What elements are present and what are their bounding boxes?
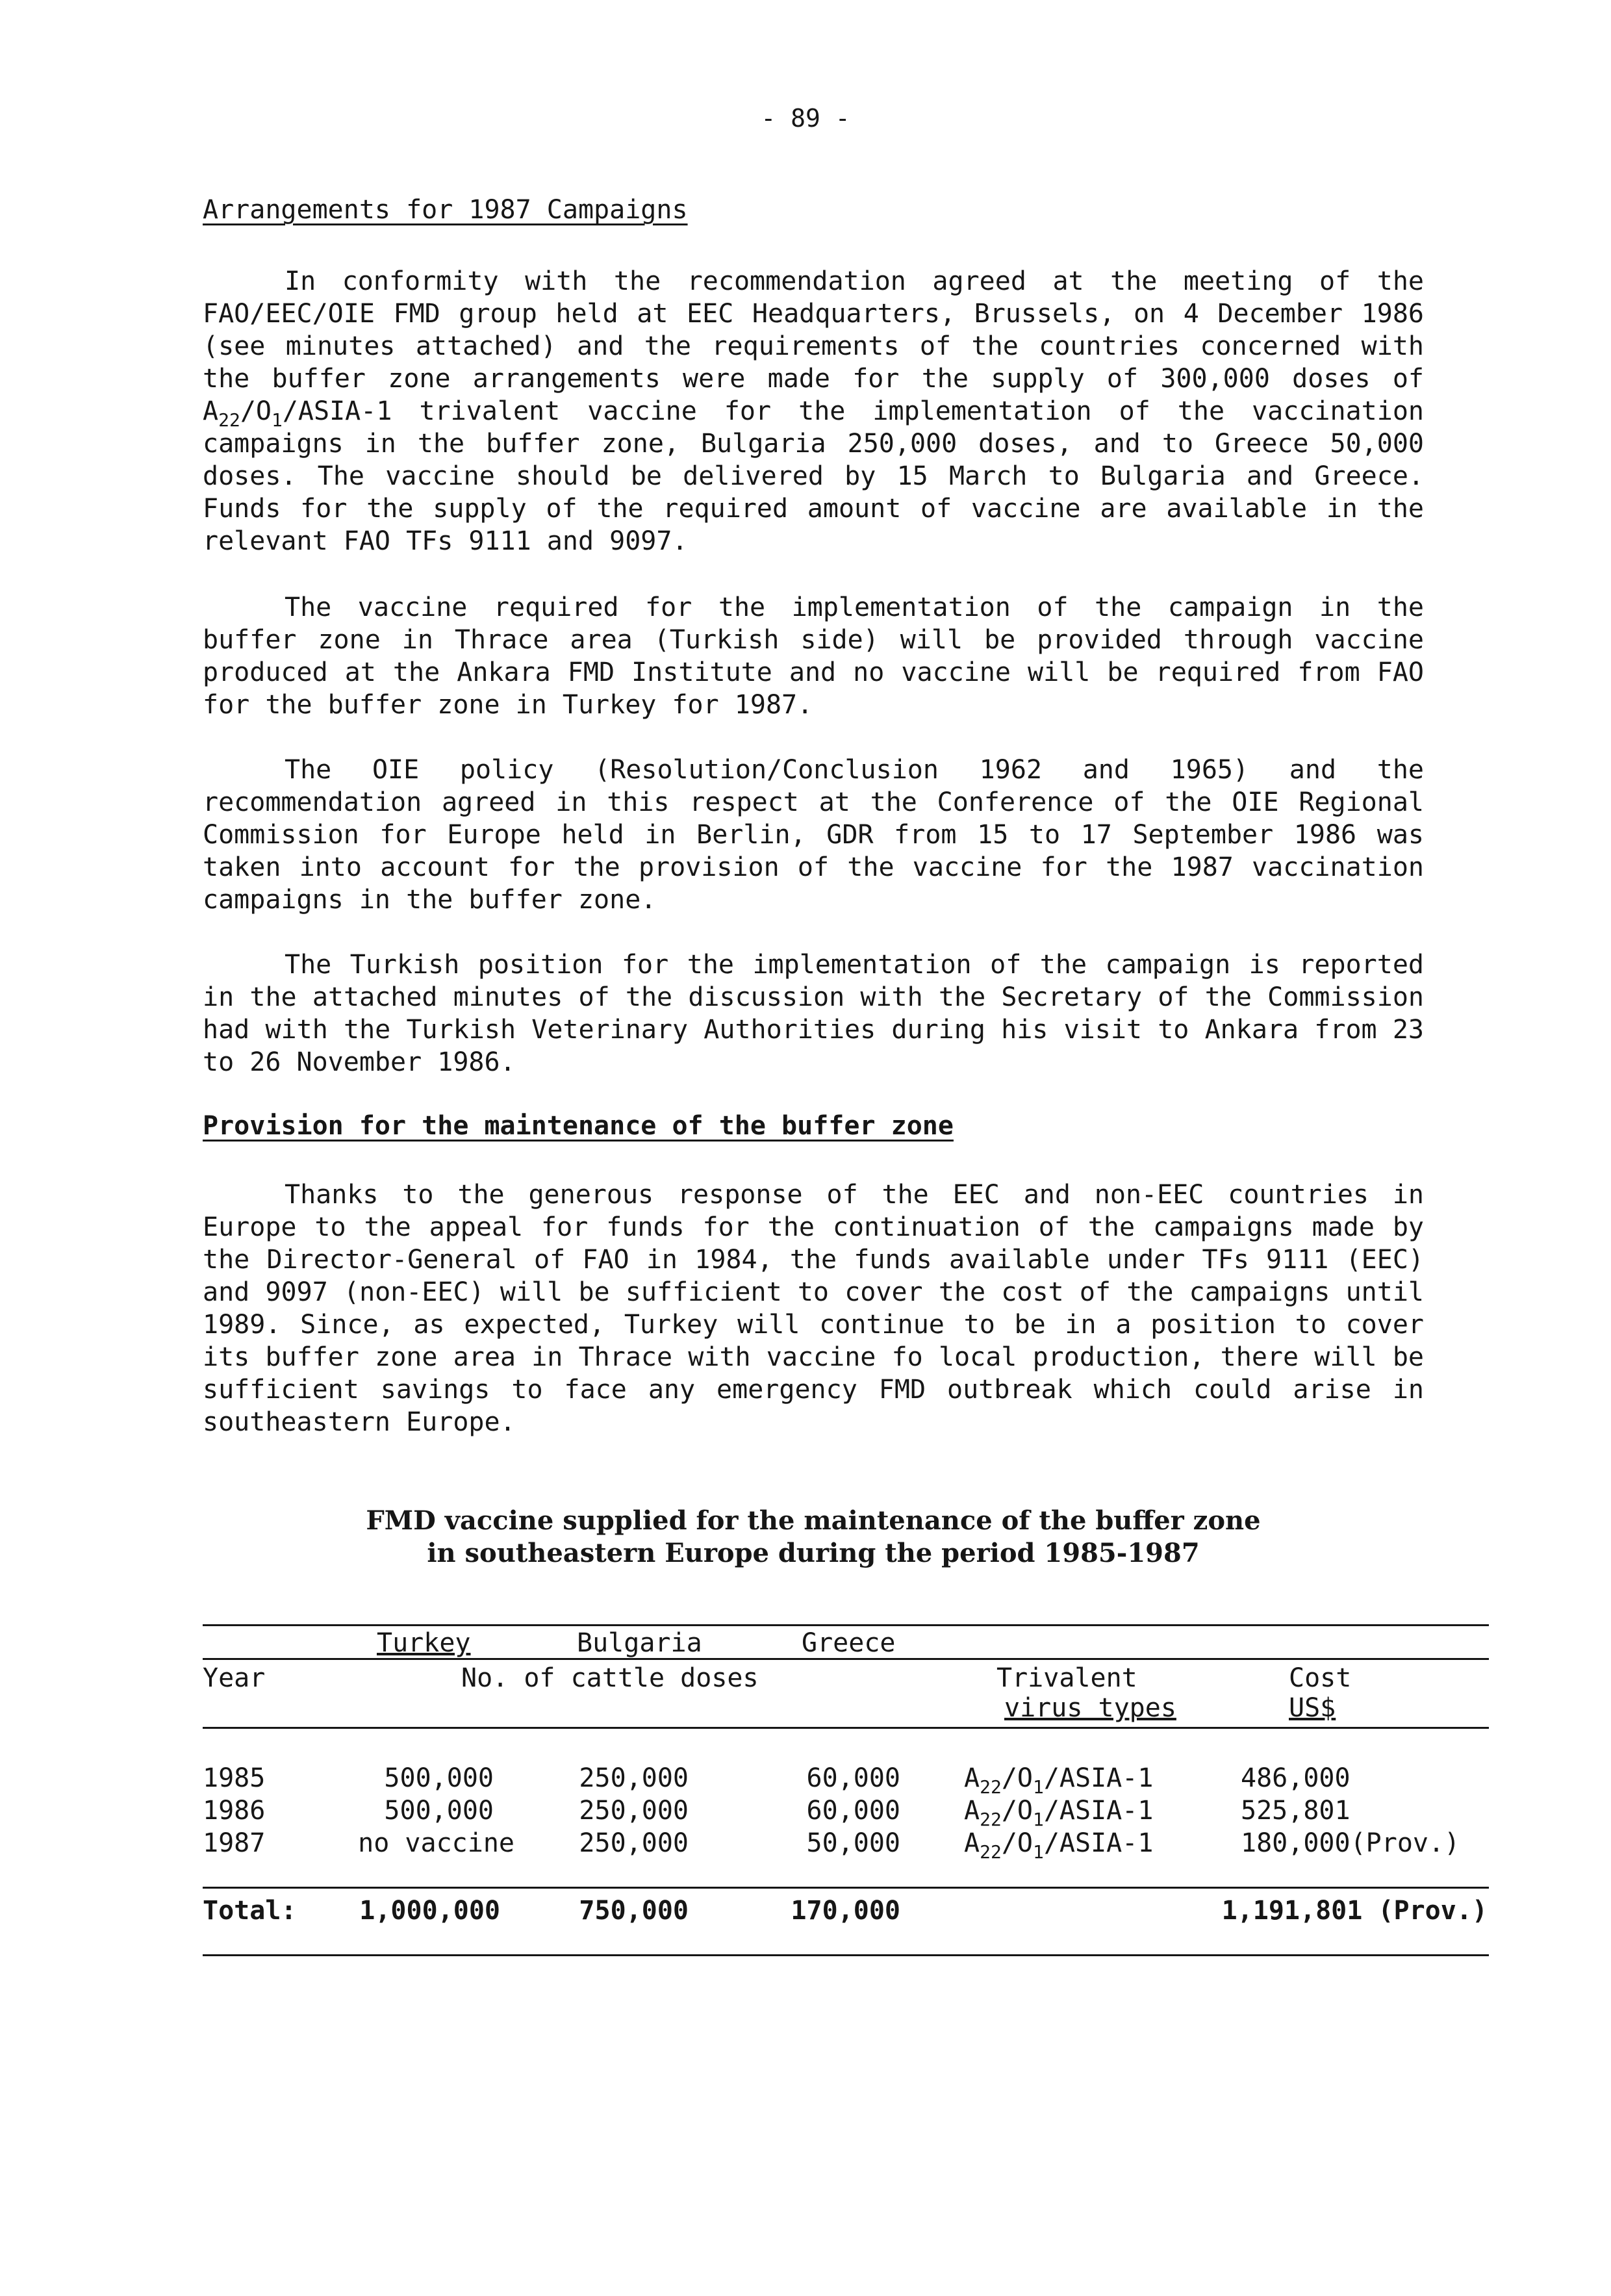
total-turkey: 1,000,000 xyxy=(359,1896,500,1926)
page-number: - 89 - xyxy=(761,104,850,133)
cell-year: 1985 xyxy=(203,1763,266,1793)
cell-bulgaria: 250,000 xyxy=(579,1796,689,1826)
table-total-rule xyxy=(203,1887,1489,1889)
column-header-trivalent: Trivalent xyxy=(996,1663,1137,1693)
column-header-greece: Greece xyxy=(802,1628,896,1658)
column-header-doses: No. of cattle doses xyxy=(461,1663,759,1693)
column-header-cost: Cost xyxy=(1289,1663,1352,1693)
cell-cost: 180,000(Prov.) xyxy=(1241,1828,1460,1858)
cell-year: 1986 xyxy=(203,1796,266,1826)
column-header-virus-types: virus types xyxy=(1004,1693,1176,1723)
section-heading-provision: Provision for the maintenance of the buffer zone xyxy=(203,1111,954,1141)
cell-cost: 486,000 xyxy=(1241,1763,1351,1793)
table-caption-line-2: in southeastern Europe during the period 1985-1987 xyxy=(427,1538,1200,1568)
paragraph-conformity: In conformity with the recommendation agreed at the meeting of the FAO/EEC/OIE FMD group held at EEC Headquarters, Brussels, on 4 December 1986 (see minutes attached) and the requirements of the countries concerned with the buffer zone arrangements were made for the supply of 300,000 doses of $A_{22}/O_1/ASIA-1$ trivalent vaccine for the implementation of the vaccination campaigns in the buffer zone, Bulgaria 250,000 doses, and to Greece 50,000 doses. The vaccine should be delivered by 15 March to Bulgaria and Greece. Funds for the supply of the required amount of vaccine are available in the relevant FAO TFs 9111 and 9097. xyxy=(203,266,1424,556)
cell-greece: 60,000 xyxy=(806,1796,900,1826)
total-label: Total: xyxy=(203,1896,297,1926)
cell-cost: 525,801 xyxy=(1241,1796,1351,1826)
cell-virus-types: $A_{22}/O_1/ASIA-1$ xyxy=(964,1828,1154,1863)
cell-virus-types: $A_{22}/O_1/ASIA-1$ xyxy=(964,1796,1154,1830)
paragraph-vaccine-required: The vaccine required for the implementation of the campaign in the buffer zone in Thrace area (Turkish side) will be provided through vaccine produced at the Ankara FMD Institute and no vaccine will be required from FAO for the buffer zone in Turkey for 1987. xyxy=(203,593,1424,720)
cell-turkey: 500,000 xyxy=(384,1763,494,1793)
table-top-rule xyxy=(203,1624,1489,1626)
paragraph-turkish-position: The Turkish position for the implementation of the campaign is reported in the attached minutes of the discussion with the Secretary of the Commission had with the Turkish Veterinary Authorities during his visit to Ankara from 23 to 26 November 1986. xyxy=(203,950,1424,1077)
table-bottom-rule xyxy=(203,1954,1489,1956)
column-header-bulgaria: Bulgaria xyxy=(577,1628,702,1658)
table-header-bottom-rule xyxy=(203,1727,1489,1729)
total-greece: 170,000 xyxy=(791,1896,900,1926)
cell-turkey: 500,000 xyxy=(384,1796,494,1826)
cell-year: 1987 xyxy=(203,1828,266,1858)
cell-turkey: no vaccine xyxy=(358,1828,514,1858)
column-header-currency: US$ xyxy=(1289,1693,1336,1723)
total-bulgaria: 750,000 xyxy=(579,1896,689,1926)
total-cost: 1,191,801 (Prov.) xyxy=(1221,1896,1488,1926)
cell-greece: 60,000 xyxy=(806,1763,900,1793)
column-header-year: Year xyxy=(203,1663,266,1693)
column-header-turkey: Turkey xyxy=(377,1628,471,1658)
paragraph-thanks: Thanks to the generous response of the EEC and non-EEC countries in Europe to the appeal for funds for the continuation of the campaigns made by the Director-General of FAO in 1984, the funds available under TFs 9111 (EEC) and 9097 (non-EEC) will be sufficient to cover the cost of the campaigns until 1989. Since, as expected, Turkey will continue to be in a position to cover its buffer zone area in Thrace with vaccine fo local production, there will be sufficient savings to face any emergency FMD outbreak which could arise in southeastern Europe. xyxy=(203,1180,1424,1437)
table-caption-line-1: FMD vaccine supplied for the maintenance of the buffer zone xyxy=(366,1505,1261,1536)
cell-bulgaria: 250,000 xyxy=(579,1828,689,1858)
section-heading-arrangements: Arrangements for 1987 Campaigns xyxy=(203,195,688,225)
cell-virus-types: $A_{22}/O_1/ASIA-1$ xyxy=(964,1763,1154,1798)
cell-greece: 50,000 xyxy=(806,1828,900,1858)
paragraph-oie-policy: The OIE policy (Resolution/Conclusion 1962 and 1965) and the recommendation agreed in this respect at the Conference of the OIE Regional Commission for Europe held in Berlin, GDR from 15 to 17 September 1986 was taken into account for the provision of the vaccine for the 1987 vaccination campaigns in the buffer zone. xyxy=(203,755,1424,915)
cell-bulgaria: 250,000 xyxy=(579,1763,689,1793)
table-caption xyxy=(203,1505,1424,1570)
